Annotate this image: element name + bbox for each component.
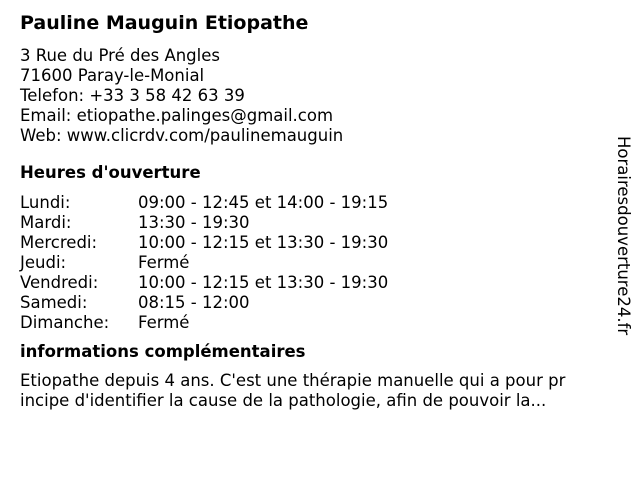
address-line-2: 71600 Paray-le-Monial bbox=[20, 66, 205, 85]
day-hours: Fermé bbox=[138, 313, 190, 332]
description-line-1: Etiopathe depuis 4 ans. C'est une thérapie manuelle qui a pour pr bbox=[20, 371, 566, 390]
day-hours: 10:00 - 12:15 et 13:30 - 19:30 bbox=[138, 273, 389, 292]
day-hours: 08:15 - 12:00 bbox=[138, 293, 250, 312]
address-line-1: 3 Rue du Pré des Angles bbox=[20, 46, 220, 65]
hours-row bbox=[20, 293, 388, 313]
email-line: Email: etiopathe.palinges@gmail.com bbox=[20, 106, 334, 125]
web-line: Web: www.clicrdv.com/paulinemauguin bbox=[20, 126, 344, 145]
day-label: Lundi: bbox=[20, 193, 71, 212]
site-watermark: Horairesdouverture24.fr bbox=[614, 136, 633, 336]
day-hours: 13:30 - 19:30 bbox=[138, 213, 250, 232]
day-label: Samedi: bbox=[20, 293, 88, 312]
day-label: Mardi: bbox=[20, 213, 72, 232]
day-hours: 09:00 - 12:45 et 14:00 - 19:15 bbox=[138, 193, 389, 212]
business-title: Pauline Mauguin Etiopathe bbox=[20, 12, 309, 34]
description-line-2: incipe d'identifier la cause de la pathologie, afin de pouvoir la... bbox=[20, 391, 547, 410]
hours-row bbox=[20, 193, 388, 213]
hours-row bbox=[20, 253, 388, 273]
hours-row bbox=[20, 273, 388, 293]
day-hours: Fermé bbox=[138, 253, 190, 272]
day-hours: 10:00 - 12:15 et 13:30 - 19:30 bbox=[138, 233, 389, 252]
day-label: Dimanche: bbox=[20, 313, 110, 332]
info-heading: informations complémentaires bbox=[20, 342, 306, 361]
hours-heading: Heures d'ouverture bbox=[20, 163, 201, 182]
day-label: Jeudi: bbox=[20, 253, 67, 272]
hours-row bbox=[20, 313, 388, 333]
phone-line: Telefon: +33 3 58 42 63 39 bbox=[20, 86, 245, 105]
hours-row bbox=[20, 213, 388, 233]
day-label: Vendredi: bbox=[20, 273, 99, 292]
opening-hours-table bbox=[20, 193, 388, 333]
business-card bbox=[20, 10, 610, 411]
hours-row bbox=[20, 233, 388, 253]
day-label: Mercredi: bbox=[20, 233, 98, 252]
